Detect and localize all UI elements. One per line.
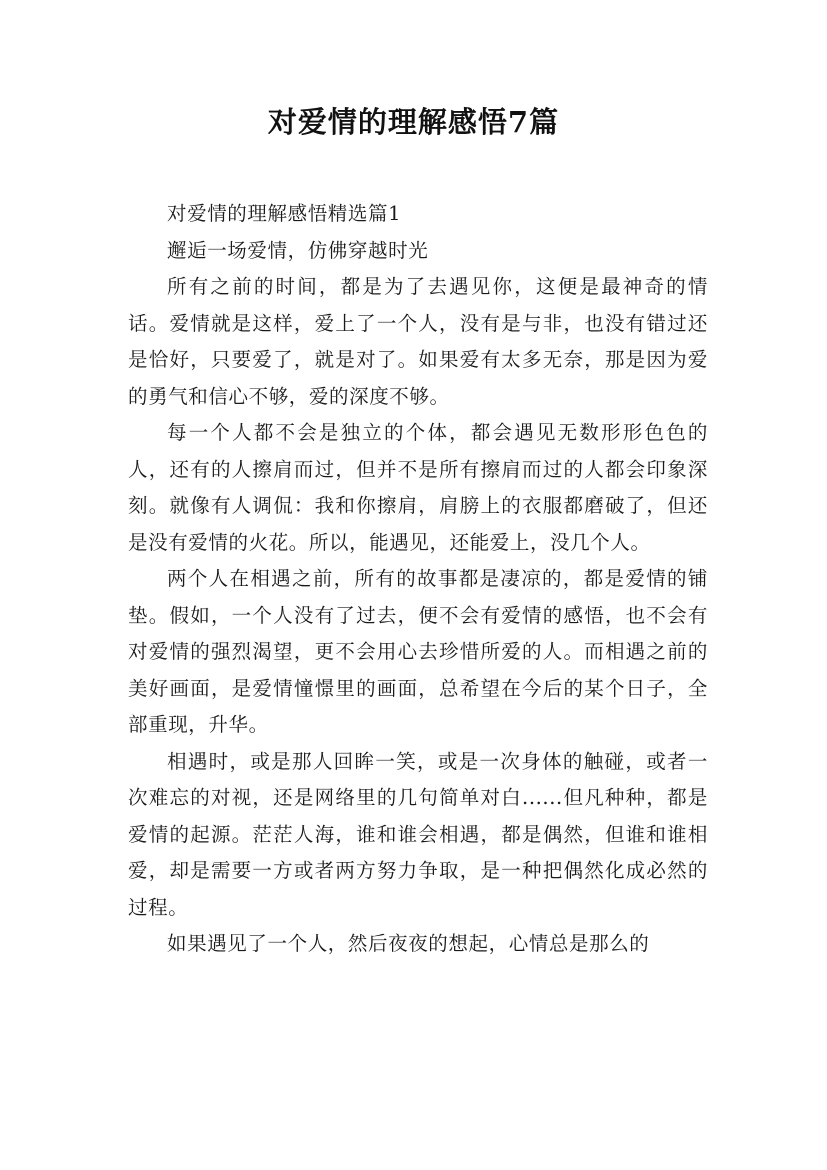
body-paragraph: 两个人在相遇之前，所有的故事都是凄凉的，都是爱情的铺垫。假如，一个人没有了过去，便不会有爱情的感悟，也不会有对爱情的强烈渴望，更不会用心去珍惜所爱的人。而相遇之前的美好画面，是爱情憧憬里的画面，总希望在今后的某个日子，全部重现，升华。 [128, 567, 708, 736]
section-subtitle: 邂逅一场爱情，仿佛穿越时光 [167, 238, 429, 262]
section-heading: 对爱情的理解感悟精选篇1 [167, 202, 402, 225]
document-body [128, 196, 708, 963]
document-title: 对爱情的理解感悟7篇 [267, 105, 560, 139]
body-paragraph: 相遇时，或是那人回眸一笑，或是一次身体的触碰，或者一次难忘的对视，还是网络里的几句简单对白......但凡种种，都是爱情的起源。茫茫人海，谁和谁会相遇，都是偶然，但谁和谁相爱，却是需要一方或者两方努力争取，是一种把偶然化成必然的过程。 [128, 749, 708, 919]
body-paragraph: 每一个人都不会是独立的个体，都会遇见无数形形色色的人，还有的人擦肩而过，但并不是所有擦肩而过的人都会印象深刻。就像有人调侃：我和你擦肩，肩膀上的衣服都磨破了，但还是没有爱情的火花。所以，能遇见，还能爱上，没几个人。 [128, 421, 708, 554]
body-paragraph: 如果遇见了一个人，然后夜夜的想起，心情总是那么的 [167, 932, 650, 955]
body-paragraph: 所有之前的时间，都是为了去遇见你，这便是最神奇的情话。爱情就是这样，爱上了一个人，没有是与非，也没有错过还是恰好，只要爱了，就是对了。如果爱有太多无奈，那是因为爱的勇气和信心不够，爱的深度不够。 [128, 275, 708, 408]
